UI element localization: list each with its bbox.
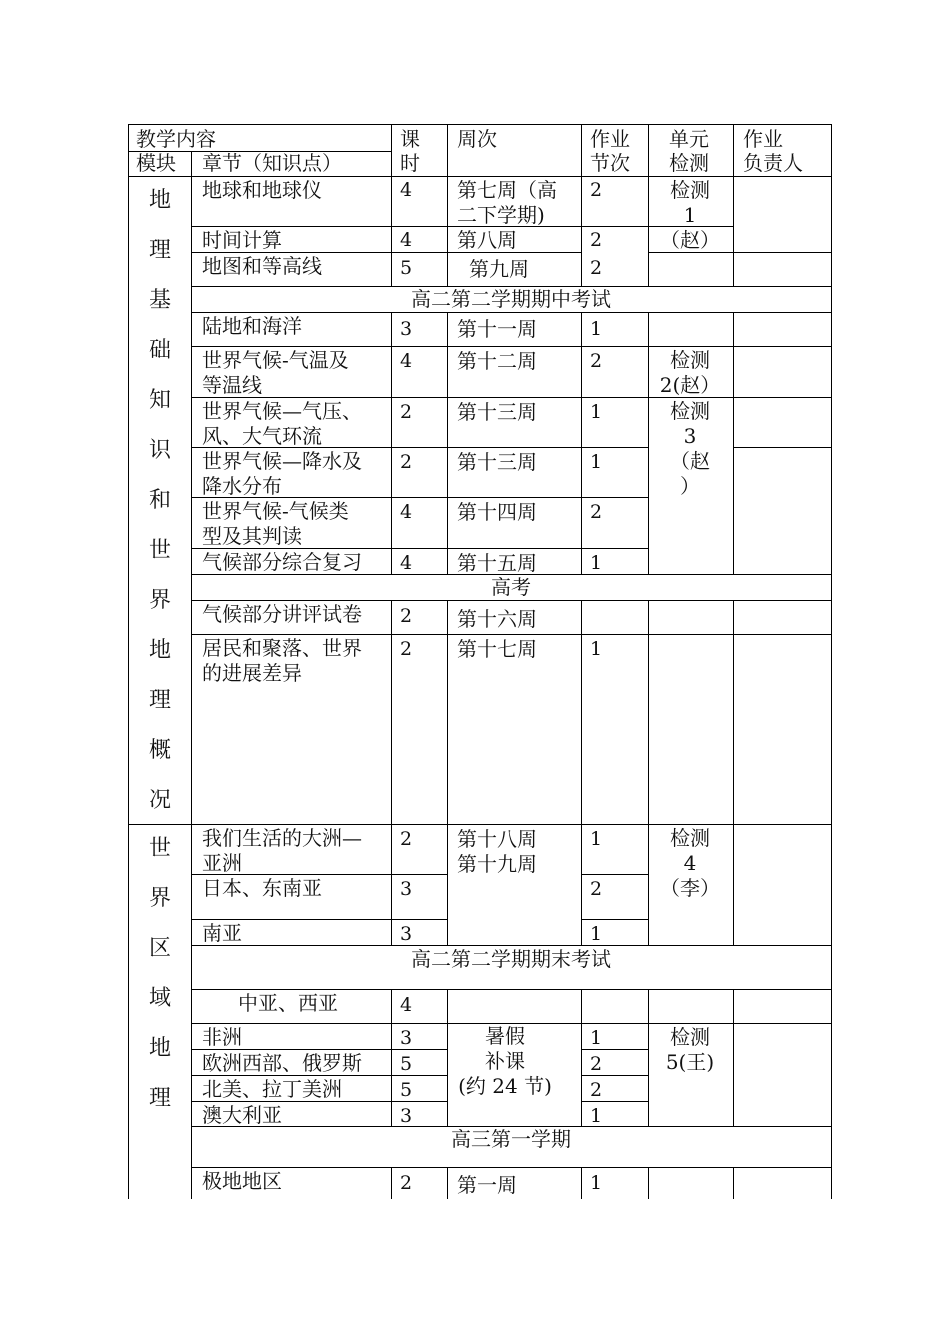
module-name-char: 识 xyxy=(148,438,171,463)
chapter-cell: 澳大利亚 xyxy=(202,1103,282,1127)
unit-test-cell: 3 xyxy=(683,424,697,448)
table-rule xyxy=(447,600,448,946)
table-rule xyxy=(391,312,392,575)
chapter-cell: 气候部分讲评试卷 xyxy=(202,602,362,626)
unit-test-cell: 检测 xyxy=(670,826,710,850)
unit-test-cell: （赵 xyxy=(670,449,710,473)
table-rule xyxy=(581,124,582,177)
week-cell: 第一周 xyxy=(457,1173,517,1197)
chapter-cell: 非洲 xyxy=(202,1025,242,1049)
week-cell: 第十六周 xyxy=(457,607,537,631)
hw-sessions-cell: 1 xyxy=(590,1105,603,1127)
week-cell: 第八周 xyxy=(457,228,517,252)
hw-sessions-cell: 1 xyxy=(590,552,603,574)
header-unit-test: 检测 xyxy=(669,151,709,175)
table-rule xyxy=(733,124,734,177)
module-name-char: 世 xyxy=(148,538,171,563)
table-rule xyxy=(581,600,582,946)
hours-cell: 3 xyxy=(400,318,413,340)
table-rule xyxy=(648,124,649,177)
module-name-char: 和 xyxy=(148,488,171,513)
hours-cell: 2 xyxy=(400,638,413,660)
chapter-cell: 我们生活的大洲— xyxy=(202,826,362,850)
hours-cell: 2 xyxy=(400,828,413,850)
hours-cell: 4 xyxy=(400,501,413,523)
table-rule xyxy=(191,346,832,347)
chapter-cell: 世界气候—降水及 xyxy=(202,449,362,473)
table-rule xyxy=(447,1167,448,1199)
week-cell: (约 24 节) xyxy=(458,1074,552,1098)
week-cell: 第十九周 xyxy=(457,852,537,876)
module-name-char: 知 xyxy=(148,388,171,413)
week-cell: 第九周 xyxy=(469,257,529,281)
hours-cell: 3 xyxy=(400,923,413,945)
hw-sessions-cell: 1 xyxy=(590,451,603,473)
table-rule xyxy=(581,312,582,575)
hours-cell: 2 xyxy=(400,401,413,423)
table-rule xyxy=(191,397,832,398)
week-cell: 第十二周 xyxy=(457,349,537,373)
hw-sessions-cell: 1 xyxy=(590,923,603,945)
chapter-cell: 的进展差异 xyxy=(202,661,302,685)
unit-test-cell: （李） xyxy=(660,876,720,900)
unit-test-cell: 检测 xyxy=(670,178,710,202)
module-name-char: 区 xyxy=(148,936,171,961)
header-chapter: 章节（知识点） xyxy=(202,151,342,175)
header-hw-owner: 负责人 xyxy=(743,151,803,175)
header-hw-sessions: 作业 xyxy=(590,127,630,151)
unit-test-cell: ） xyxy=(680,474,700,498)
table-rule xyxy=(191,634,832,635)
table-rule xyxy=(191,824,832,825)
hours-cell: 3 xyxy=(400,878,413,900)
chapter-cell: 中亚、西亚 xyxy=(238,991,338,1015)
chapter-cell: 日本、东南亚 xyxy=(202,876,322,900)
table-rule xyxy=(581,919,649,920)
week-cell: 第十五周 xyxy=(457,551,537,575)
week-cell: 第十四周 xyxy=(457,500,537,524)
module-name-char: 况 xyxy=(148,788,171,813)
header-hw-owner: 作业 xyxy=(743,127,783,151)
banner-final: 高二第二学期期末考试 xyxy=(411,947,611,971)
hours-cell: 2 xyxy=(400,1172,413,1194)
table-rule xyxy=(191,252,582,253)
table-rule xyxy=(191,1167,832,1168)
unit-test-cell: 2(赵） xyxy=(659,373,721,397)
hours-cell: 3 xyxy=(400,1027,413,1049)
chapter-cell: 等温线 xyxy=(202,373,262,397)
table-rule xyxy=(391,124,392,177)
module-name-char: 础 xyxy=(148,338,171,363)
hours-cell: 5 xyxy=(400,1079,413,1101)
module-name-char: 地 xyxy=(148,188,171,213)
table-rule xyxy=(128,124,832,125)
table-rule xyxy=(191,600,832,601)
header-teaching-content: 教学内容 xyxy=(136,127,216,151)
chapter-cell: 陆地和海洋 xyxy=(202,314,302,338)
table-rule xyxy=(391,600,392,946)
banner-gaokao: 高考 xyxy=(491,575,531,599)
hw-sessions-cell: 2 xyxy=(590,257,603,279)
table-rule xyxy=(128,824,192,825)
table-rule xyxy=(128,176,832,177)
chapter-cell: 极地地区 xyxy=(202,1169,282,1193)
hours-cell: 5 xyxy=(400,1053,413,1075)
unit-test-cell: 5(王) xyxy=(665,1050,715,1074)
hw-sessions-cell: 2 xyxy=(590,878,603,900)
week-cell: 二下学期) xyxy=(457,203,545,227)
hours-cell: 4 xyxy=(400,350,413,372)
header-hw-sessions: 节次 xyxy=(590,151,630,175)
hw-sessions-cell: 2 xyxy=(590,1053,603,1075)
table-rule xyxy=(391,1167,392,1199)
hw-sessions-cell: 1 xyxy=(590,1172,603,1194)
table-rule xyxy=(581,176,582,287)
unit-test-cell: 检测 xyxy=(670,348,710,372)
week-cell: 第十三周 xyxy=(457,400,537,424)
hw-sessions-cell: 2 xyxy=(590,350,603,372)
hw-sessions-cell: 1 xyxy=(590,1027,603,1049)
module-name-char: 地 xyxy=(148,1036,171,1061)
week-cell: 暑假 xyxy=(485,1024,525,1048)
table-rule xyxy=(733,1167,734,1199)
banner-midterm: 高二第二学期期中考试 xyxy=(411,287,611,311)
hours-cell: 5 xyxy=(400,257,413,279)
chapter-cell: 降水分布 xyxy=(202,474,282,498)
module-name-char: 理 xyxy=(148,238,171,263)
chapter-cell: 居民和聚落、世界 xyxy=(202,636,362,660)
chapter-cell: 地图和等高线 xyxy=(202,254,322,278)
header-hours: 时 xyxy=(400,151,420,175)
table-rule xyxy=(191,312,832,313)
table-rule xyxy=(191,919,448,920)
chapter-cell: 世界气候-气候类 xyxy=(202,499,349,523)
hw-sessions-cell: 1 xyxy=(590,828,603,850)
table-rule xyxy=(648,1167,649,1199)
week-cell: 第十七周 xyxy=(457,637,537,661)
hours-cell: 4 xyxy=(400,229,413,251)
module-name-char: 理 xyxy=(148,688,171,713)
chapter-cell: 北美、拉丁美洲 xyxy=(202,1077,342,1101)
module-name-char: 理 xyxy=(148,1086,171,1111)
chapter-cell: 世界气候—气压、 xyxy=(202,399,362,423)
chapter-cell: 型及其判读 xyxy=(202,524,302,548)
chapter-cell: 气候部分综合复习 xyxy=(202,550,362,574)
hw-sessions-cell: 2 xyxy=(590,1079,603,1101)
hw-sessions-cell: 2 xyxy=(590,179,603,201)
hours-cell: 2 xyxy=(400,451,413,473)
table-rule xyxy=(447,176,448,287)
module-name-char: 概 xyxy=(148,738,171,763)
header-hours: 课 xyxy=(400,127,420,151)
header-week: 周次 xyxy=(457,127,497,151)
table-rule xyxy=(191,151,192,177)
module-name-char: 界 xyxy=(148,588,171,613)
hours-cell: 4 xyxy=(400,179,413,201)
chapter-cell: 南亚 xyxy=(202,921,242,945)
chapter-cell: 亚洲 xyxy=(202,851,242,875)
table-rule xyxy=(191,945,832,946)
table-rule xyxy=(391,176,392,287)
table-rule xyxy=(447,312,448,575)
unit-test-cell: 检测 xyxy=(670,399,710,423)
module-name-char: 基 xyxy=(148,288,171,313)
module-name-char: 世 xyxy=(148,836,171,861)
module-name-char: 地 xyxy=(148,638,171,663)
chapter-cell: 时间计算 xyxy=(202,228,282,252)
unit-test-cell: 检测 xyxy=(670,1025,710,1049)
table-rule xyxy=(391,989,392,1127)
hours-cell: 4 xyxy=(400,552,413,574)
table-rule xyxy=(447,124,448,177)
module-name-char: 界 xyxy=(148,886,171,911)
hw-sessions-cell: 1 xyxy=(590,401,603,423)
table-rule xyxy=(581,1167,582,1199)
chapter-cell: 风、大气环流 xyxy=(202,424,322,448)
header-module: 模块 xyxy=(136,151,176,175)
hw-sessions-cell: 2 xyxy=(590,229,603,251)
unit-test-cell: 4 xyxy=(683,851,697,875)
chapter-cell: 世界气候-气温及 xyxy=(202,348,349,372)
week-cell: 第十八周 xyxy=(457,827,537,851)
header-unit-test: 单元 xyxy=(669,127,709,151)
week-cell: 第十一周 xyxy=(457,317,537,341)
hours-cell: 3 xyxy=(400,1105,413,1127)
hw-sessions-cell: 2 xyxy=(590,501,603,523)
hw-sessions-cell: 1 xyxy=(590,638,603,660)
table-rule xyxy=(648,252,832,253)
hours-cell: 2 xyxy=(400,605,413,627)
hours-cell: 4 xyxy=(400,994,413,1016)
table-rule xyxy=(191,989,832,990)
chapter-cell: 欧洲西部、俄罗斯 xyxy=(202,1051,362,1075)
banner-senior3: 高三第一学期 xyxy=(451,1127,571,1151)
week-cell: 补课 xyxy=(485,1049,525,1073)
table-rule xyxy=(581,989,582,1127)
unit-test-cell: （赵） xyxy=(660,228,720,252)
module-name-char: 域 xyxy=(148,986,171,1011)
hw-sessions-cell: 1 xyxy=(590,318,603,340)
week-cell: 第七周（高 xyxy=(457,178,557,202)
chapter-cell: 地球和地球仪 xyxy=(202,178,322,202)
unit-test-cell: 1 xyxy=(683,203,697,227)
week-cell: 第十三周 xyxy=(457,450,537,474)
